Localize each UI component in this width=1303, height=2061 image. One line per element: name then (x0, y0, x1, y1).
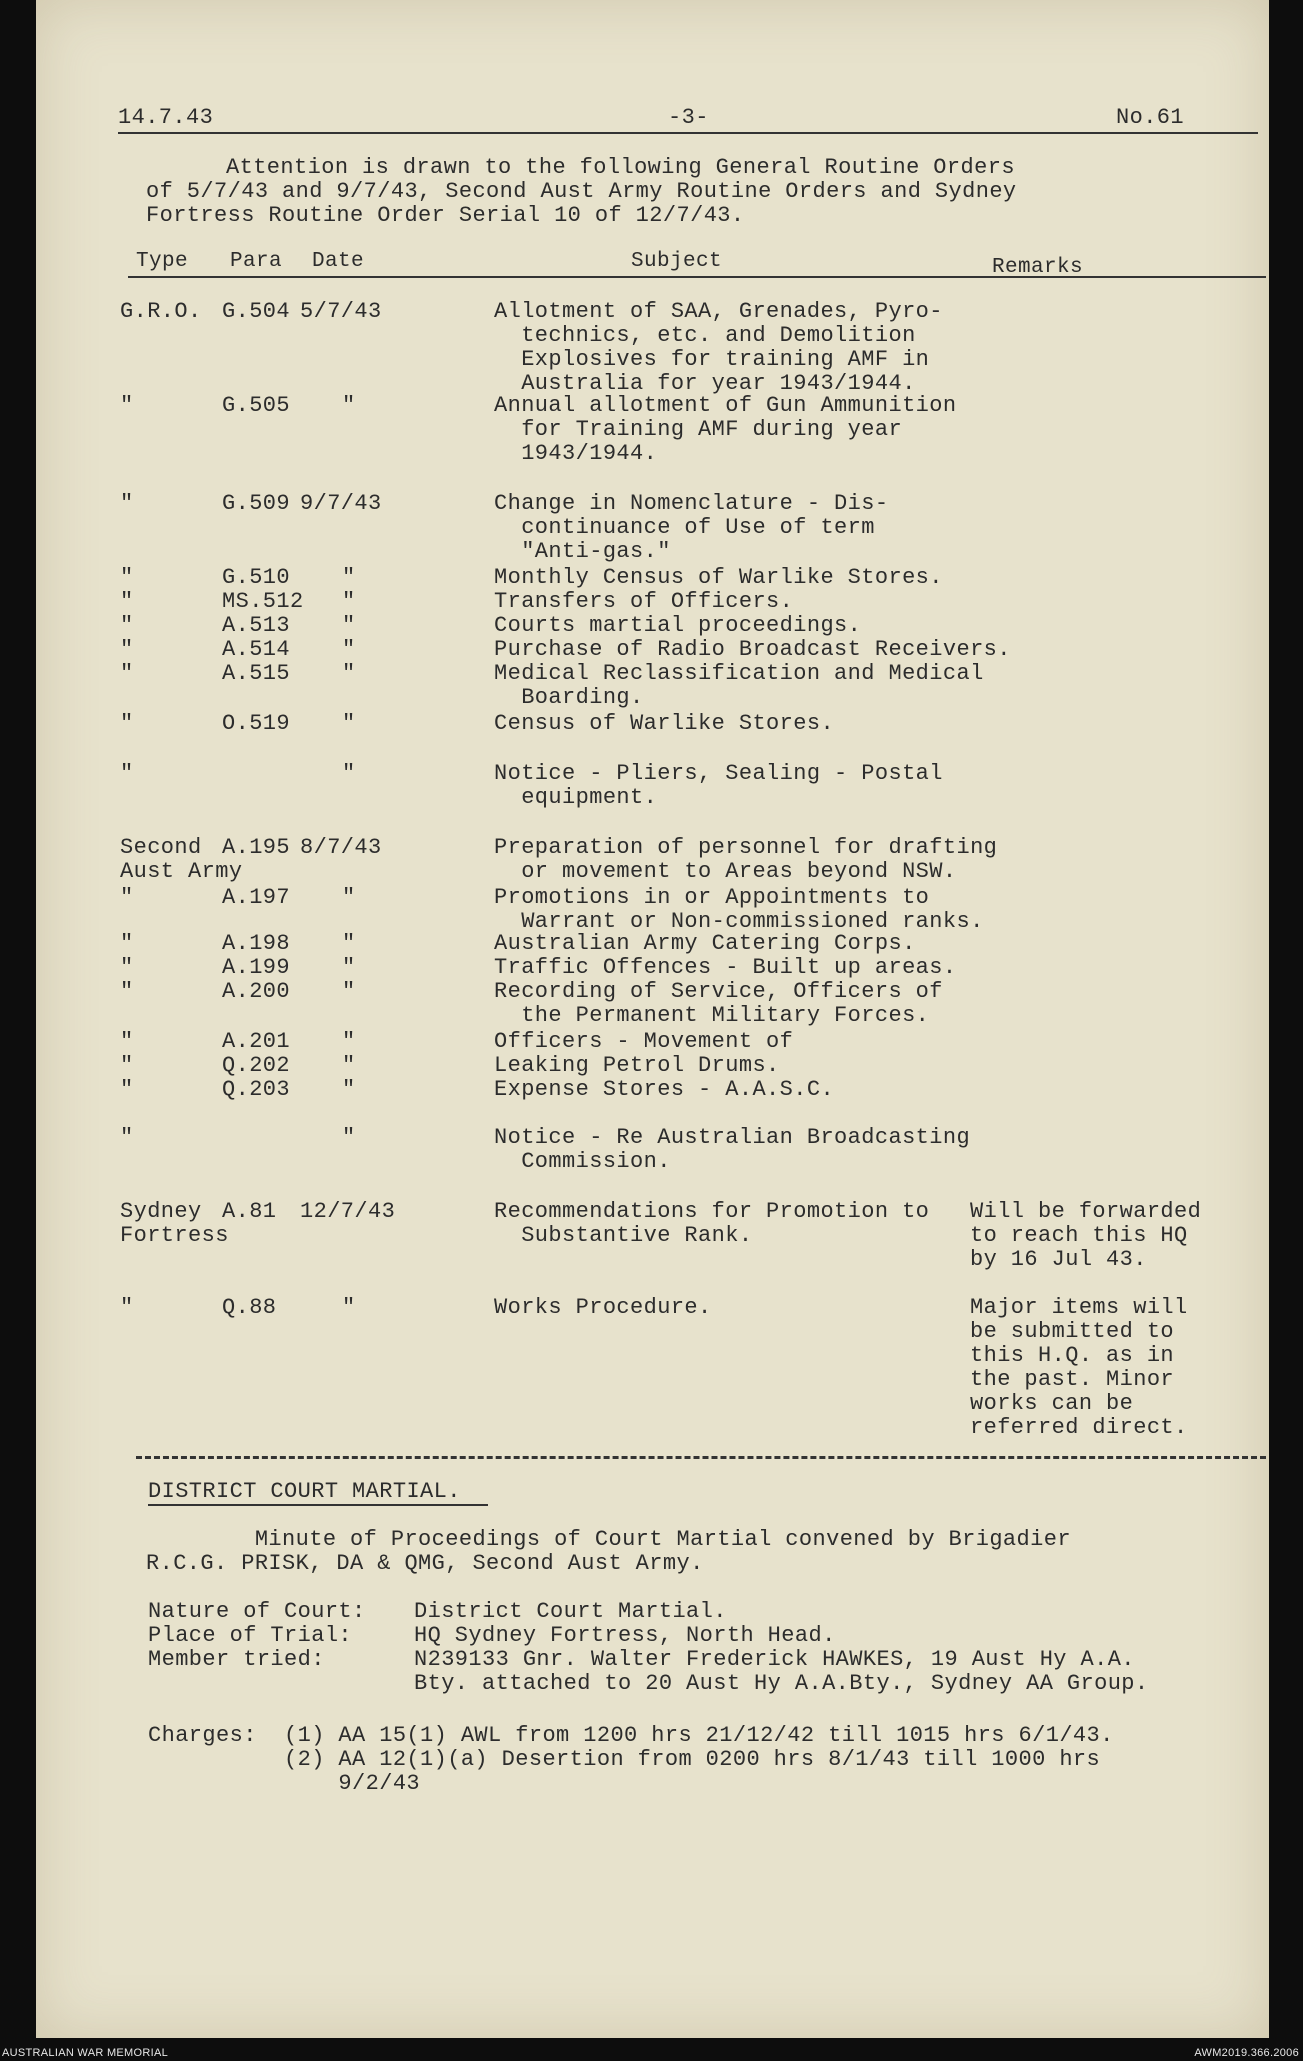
header-underline (118, 132, 1258, 134)
row-subject: Substantive Rank. (494, 1223, 753, 1248)
row-type: " (120, 885, 134, 910)
section-separator (136, 1456, 1266, 1459)
row-type: " (120, 393, 134, 418)
row-subject: 1943/1944. (494, 441, 658, 466)
row-subject: Medical Reclassification and Medical (494, 661, 984, 686)
row-para: A.81 (222, 1199, 277, 1224)
row-type: G.R.O. (120, 299, 202, 324)
intro-line: Fortress Routine Order Serial 10 of 12/7/43. (146, 203, 745, 228)
header-date: 14.7.43 (118, 105, 214, 130)
row-date: " (342, 393, 356, 418)
court-field-value: Bty. attached to 20 Aust Hy A.A.Bty., Sydney AA Group. (414, 1671, 1149, 1696)
table-header-rule (128, 276, 1266, 278)
row-para: G.510 (222, 565, 291, 590)
row-type: " (120, 1125, 134, 1150)
row-date: " (342, 711, 356, 736)
row-type: " (120, 711, 134, 736)
col-header-para: Para (230, 250, 283, 273)
row-para: A.201 (222, 1029, 291, 1054)
row-subject: Australian Army Catering Corps. (494, 931, 916, 956)
row-subject: or movement to Areas beyond NSW. (494, 859, 957, 884)
row-para: MS.512 (222, 589, 304, 614)
header-page-number: -3- (668, 105, 709, 130)
row-para: O.519 (222, 711, 291, 736)
row-subject: Traffic Offences - Built up areas. (494, 955, 957, 980)
row-para: G.505 (222, 393, 291, 418)
row-type: " (120, 979, 134, 1004)
row-subject: Recommendations for Promotion to (494, 1199, 930, 1224)
court-minute-line: R.C.G. PRISK, DA & QMG, Second Aust Army. (146, 1551, 704, 1576)
row-date: " (342, 1125, 356, 1150)
intro-line: of 5/7/43 and 9/7/43, Second Aust Army Routine Orders and Sydney (146, 179, 1017, 204)
row-subject: Notice - Re Australian Broadcasting (494, 1125, 971, 1150)
row-subject: Leaking Petrol Drums. (494, 1053, 780, 1078)
row-date: " (342, 1295, 356, 1320)
row-type: " (120, 491, 134, 516)
row-subject: for Training AMF during year (494, 417, 903, 442)
row-date: " (342, 589, 356, 614)
row-type: " (120, 565, 134, 590)
court-title-underline (148, 1504, 488, 1506)
row-type: " (120, 613, 134, 638)
court-field-value: N239133 Gnr. Walter Frederick HAWKES, 19 Aust Hy A.A. (414, 1647, 1135, 1672)
row-remarks: works can be (970, 1391, 1134, 1416)
row-remarks: Major items will (970, 1295, 1188, 1320)
court-field-value: District Court Martial. (414, 1599, 727, 1624)
row-subject: Monthly Census of Warlike Stores. (494, 565, 943, 590)
row-type: Sydney (120, 1199, 202, 1224)
row-subject: Allotment of SAA, Grenades, Pyro- (494, 299, 943, 324)
row-para: A.514 (222, 637, 291, 662)
row-remarks: to reach this HQ (970, 1223, 1188, 1248)
row-type: " (120, 1053, 134, 1078)
court-field-label: Member tried: (148, 1647, 325, 1672)
row-para: A.195 (222, 835, 291, 860)
row-subject: Change in Nomenclature - Dis- (494, 491, 889, 516)
row-remarks: this H.Q. as in (970, 1343, 1175, 1368)
row-subject: Warrant or Non-commissioned ranks. (494, 909, 984, 934)
row-date: " (342, 931, 356, 956)
row-subject: Census of Warlike Stores. (494, 711, 835, 736)
row-remarks: referred direct. (970, 1415, 1188, 1440)
court-field-label: Place of Trial: (148, 1623, 353, 1648)
row-subject: "Anti-gas." (494, 539, 671, 564)
col-header-subject: Subject (631, 250, 723, 273)
row-remarks: Will be forwarded (970, 1199, 1202, 1224)
row-date: " (342, 637, 356, 662)
row-para: A.197 (222, 885, 291, 910)
row-date: " (342, 955, 356, 980)
row-type: " (120, 1295, 134, 1320)
row-date: " (342, 761, 356, 786)
row-subject: Courts martial proceedings. (494, 613, 862, 638)
court-field-value: HQ Sydney Fortress, North Head. (414, 1623, 836, 1648)
row-date: " (342, 565, 356, 590)
row-subject: technics, etc. and Demolition (494, 323, 916, 348)
row-para: G.504 (222, 299, 291, 324)
court-minute-line: Minute of Proceedings of Court Martial convened by Brigadier (146, 1527, 1071, 1552)
row-remarks: be submitted to (970, 1319, 1175, 1344)
row-type-continued: Fortress (120, 1223, 229, 1248)
row-date: " (342, 1029, 356, 1054)
row-date: 12/7/43 (300, 1199, 396, 1224)
row-para: G.509 (222, 491, 291, 516)
row-date: 8/7/43 (300, 835, 382, 860)
col-header-date: Date (312, 250, 365, 273)
row-type: " (120, 589, 134, 614)
row-subject: Australia for year 1943/1944. (494, 371, 916, 396)
row-para: Q.203 (222, 1077, 291, 1102)
row-subject: Officers - Movement of (494, 1029, 794, 1054)
row-para: Q.202 (222, 1053, 291, 1078)
row-remarks: the past. Minor (970, 1367, 1175, 1392)
row-subject: continuance of Use of term (494, 515, 875, 540)
charge-line: 9/2/43 (284, 1771, 421, 1796)
row-subject: Promotions in or Appointments to (494, 885, 930, 910)
row-para: A.199 (222, 955, 291, 980)
row-subject: Commission. (494, 1149, 671, 1174)
row-para: Q.88 (222, 1295, 277, 1320)
row-subject: Recording of Service, Officers of (494, 979, 943, 1004)
col-header-type: Type (136, 250, 189, 273)
intro-line: Attention is drawn to the following General Routine Orders (226, 155, 1015, 180)
charge-line: (1) AA 15(1) AWL from 1200 hrs 21/12/42 till 1015 hrs 6/1/43. (284, 1723, 1114, 1748)
row-type: " (120, 661, 134, 686)
row-subject: Annual allotment of Gun Ammunition (494, 393, 957, 418)
charge-line: (2) AA 12(1)(a) Desertion from 0200 hrs 8/1/43 till 1000 hrs (284, 1747, 1101, 1772)
row-type: " (120, 761, 134, 786)
header-order-number: No.61 (1116, 105, 1185, 130)
row-subject: Purchase of Radio Broadcast Receivers. (494, 637, 1011, 662)
row-type: Second (120, 835, 202, 860)
row-subject: Explosives for training AMF in (494, 347, 930, 372)
document-page (36, 0, 1269, 2038)
court-title: DISTRICT COURT MARTIAL. (148, 1479, 461, 1504)
row-date: " (342, 613, 356, 638)
row-subject: Works Procedure. (494, 1295, 712, 1320)
charges-label: Charges: (148, 1723, 257, 1748)
row-type: " (120, 955, 134, 980)
row-para: A.200 (222, 979, 291, 1004)
row-subject: Boarding. (494, 685, 644, 710)
row-date: " (342, 885, 356, 910)
row-date: " (342, 1077, 356, 1102)
row-type: " (120, 1077, 134, 1102)
row-para: A.515 (222, 661, 291, 686)
row-type: " (120, 931, 134, 956)
row-subject: Expense Stores - A.A.S.C. (494, 1077, 835, 1102)
row-para: A.513 (222, 613, 291, 638)
row-date: " (342, 979, 356, 1004)
row-date: 9/7/43 (300, 491, 382, 516)
row-date: 5/7/43 (300, 299, 382, 324)
row-subject: Transfers of Officers. (494, 589, 794, 614)
footer-institution: AUSTRALIAN WAR MEMORIAL (2, 2047, 169, 2059)
row-type-continued: Aust Army (120, 859, 243, 884)
row-type: " (120, 637, 134, 662)
row-para: A.198 (222, 931, 291, 956)
row-date: " (342, 1053, 356, 1078)
row-subject: equipment. (494, 785, 658, 810)
row-date: " (342, 661, 356, 686)
court-field-label: Nature of Court: (148, 1599, 366, 1624)
row-subject: the Permanent Military Forces. (494, 1003, 930, 1028)
col-header-remarks: Remarks (992, 256, 1084, 279)
row-subject: Preparation of personnel for drafting (494, 835, 998, 860)
row-remarks: by 16 Jul 43. (970, 1247, 1147, 1272)
row-subject: Notice - Pliers, Sealing - Postal (494, 761, 943, 786)
footer-accession-number: AWM2019.366.2006 (1194, 2047, 1299, 2059)
row-type: " (120, 1029, 134, 1054)
